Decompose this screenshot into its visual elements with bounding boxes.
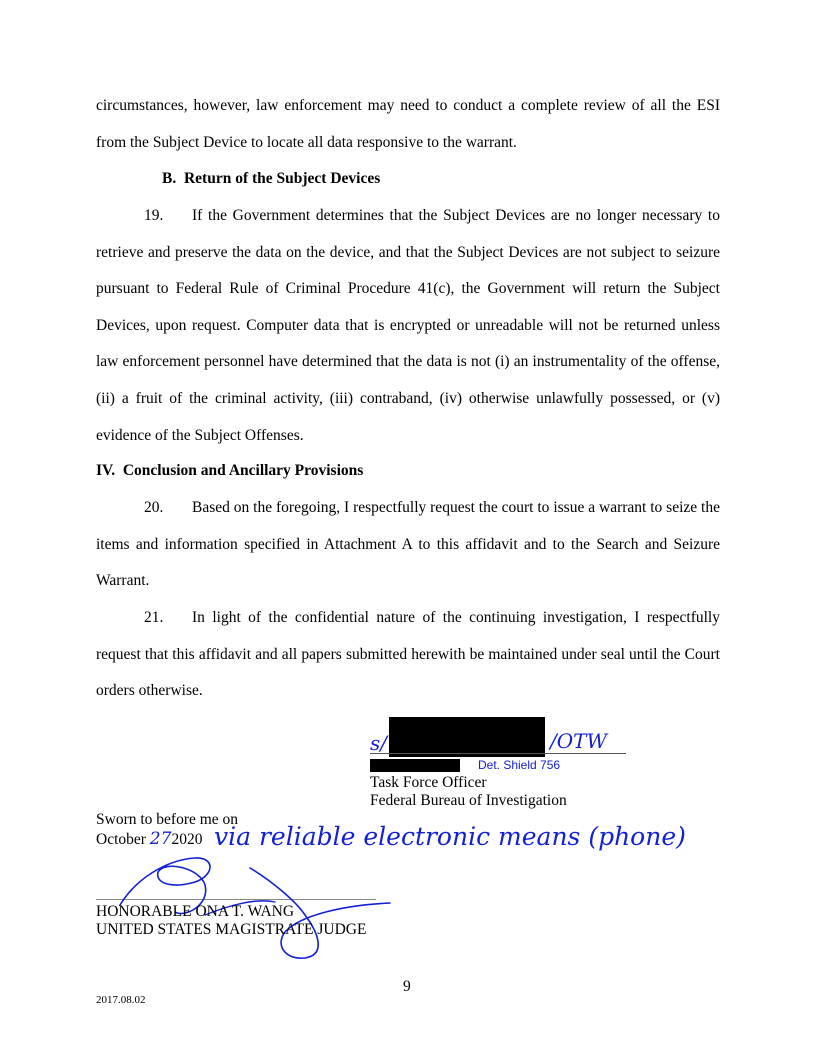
- sworn-month: October: [96, 831, 146, 848]
- paragraph-number: 20.: [144, 499, 164, 516]
- section-heading-iv: IV. Conclusion and Ancillary Provisions: [96, 462, 364, 479]
- paragraph-text: Based on the foregoing, I respectfully request the court to issue a warrant to seize the items and information specified in Attachment A to this affidavit and to the Search and Seizure Warrant.: [96, 499, 720, 590]
- sworn-year: 2020: [171, 831, 203, 848]
- signature-suffix: /OTW: [550, 729, 608, 753]
- paragraph-continuation: circumstances, however, law enforcement may need to conduct a complete review of all the ESI from the Subject Device to locate all data responsive to the warrant.: [96, 97, 720, 151]
- page-number: 9: [403, 978, 411, 995]
- sworn-day-handwritten: 27: [149, 829, 172, 849]
- paragraph-text: If the Government determines that the Subject Devices are no longer necessary to retrieve and preserve the data on the device, and that the Subject Devices are not subject to seizure pursuant to Federal Rule of Criminal Procedure 41(c), the Government will return the Subject Devices, upon request. Computer data that is encrypted or unreadable will not be returned unless law enforcement personnel have determined that the data is not (i) an instrumentality of the offense, (ii) a fruit of the criminal activity, (iii) contraband, (iv) otherwise unlawfully possessed, or (v) evidence of the Subject Offenses.: [96, 207, 720, 444]
- handwritten-note: via reliable electronic means (phone): [214, 822, 686, 851]
- paragraph-text: In light of the confidential nature of the continuing investigation, I respectfully request that this affidavit and all papers submitted herewith be maintained under seal until the Court orders otherwise.: [96, 609, 720, 700]
- form-code: 2017.08.02: [96, 994, 146, 1006]
- sworn-line: Sworn to before me on: [96, 811, 239, 828]
- section-heading-b: B. Return of the Subject Devices: [162, 170, 381, 187]
- signer-agency: Federal Bureau of Investigation: [370, 792, 567, 809]
- judge-title: UNITED STATES MAGISTRATE JUDGE: [96, 921, 367, 938]
- signer-title: Task Force Officer: [370, 774, 487, 791]
- shield-number: Det. Shield 756: [478, 758, 561, 772]
- paragraph-number: 19.: [144, 207, 164, 224]
- signature-prefix: s/: [370, 731, 388, 755]
- judge-name: HONORABLE ONA T. WANG: [96, 903, 295, 920]
- paragraph-number: 21.: [144, 609, 164, 626]
